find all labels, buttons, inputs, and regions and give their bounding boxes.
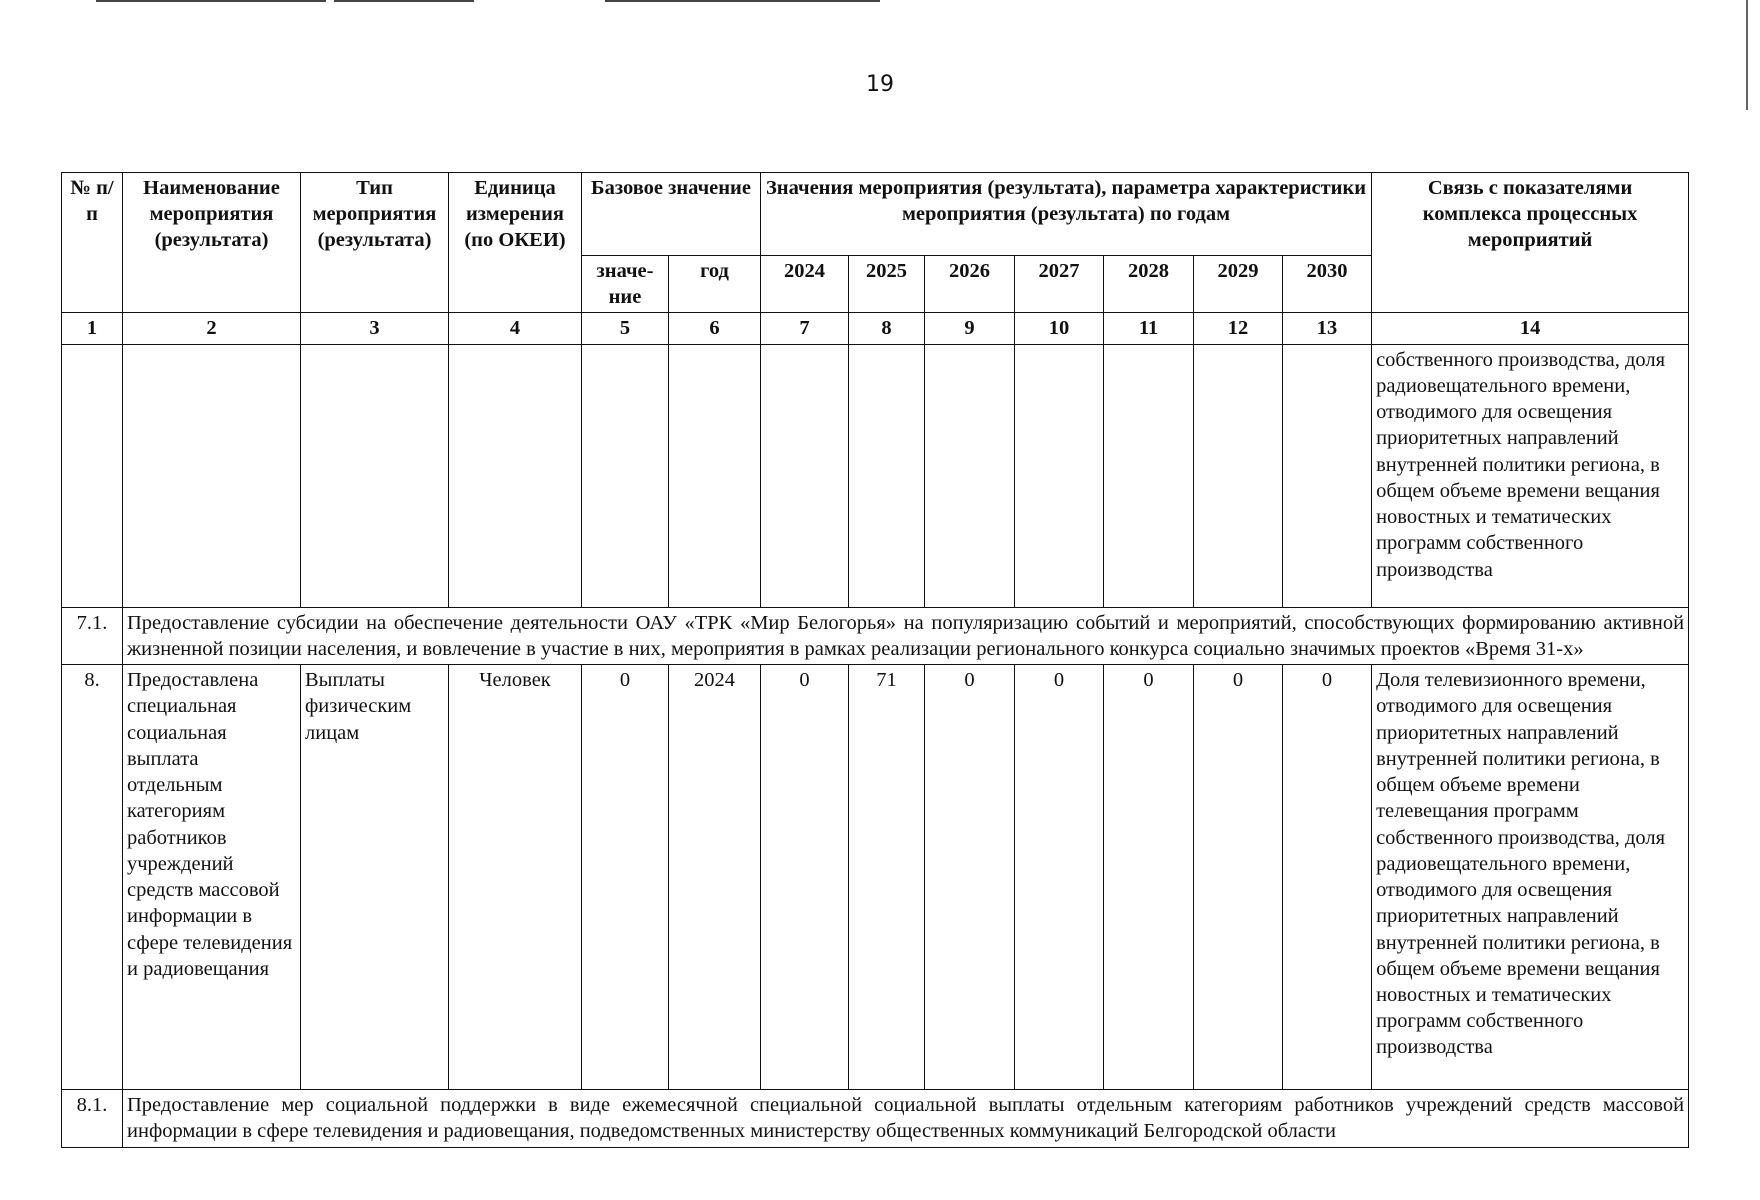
header-year: 2026: [925, 256, 1015, 313]
column-number: 9: [925, 313, 1015, 344]
row-number: 8.: [62, 665, 123, 1090]
empty-cell: [1015, 344, 1104, 607]
scan-edge-line: [96, 0, 326, 2]
empty-cell: [123, 344, 301, 607]
year-value: 0: [1104, 665, 1194, 1090]
column-number-row: [62, 313, 1689, 344]
column-number: 13: [1283, 313, 1372, 344]
column-number: 11: [1104, 313, 1194, 344]
activities-table: [61, 172, 1689, 1148]
scan-edge-line: [334, 0, 474, 2]
column-number: 2: [123, 313, 301, 344]
empty-cell: [669, 344, 761, 607]
header-unit: Единица измерения (по ОКЕИ): [449, 173, 582, 313]
base-year: 2024: [669, 665, 761, 1090]
header-base-year: год: [669, 256, 761, 313]
header-year: 2027: [1015, 256, 1104, 313]
scan-edge-line: [605, 0, 880, 2]
header-type: Тип мероприятия (результата): [301, 173, 449, 313]
header-row: [62, 173, 1689, 256]
indicator-link-continued: собственного производства, доля радиовещательного времени, отводимого для освещения приоритетных направлений внутренней политики региона, в общем объеме времени вещания новостных и тематических программ собственного производства: [1372, 344, 1689, 607]
empty-cell: [1104, 344, 1194, 607]
activity-type: Выплаты физическим лицам: [301, 665, 449, 1090]
header-name: Наименование мероприятия (результата): [123, 173, 301, 313]
empty-cell: [582, 344, 669, 607]
column-number: 7: [761, 313, 849, 344]
column-number: 14: [1372, 313, 1689, 344]
sub-activity-text: Предоставление субсидии на обеспечение деятельности ОАУ «ТРК «Мир Белогорья» на популяризацию событий и мероприятий, способствующих формированию активной жизненной позиции населения, и вовлечение в участие в них, мероприятия в рамках реализации регионального конкурса социально значимых проектов «Время 31-х»: [123, 607, 1689, 664]
unit: Человек: [449, 665, 582, 1090]
header-link: Связь с показателями комплекса процессных мероприятий: [1372, 173, 1689, 313]
empty-cell: [925, 344, 1015, 607]
empty-cell: [849, 344, 925, 607]
year-value: 71: [849, 665, 925, 1090]
scan-edge-mark: [1746, 0, 1752, 110]
header-num: № п/п: [62, 173, 123, 313]
header-year: 2030: [1283, 256, 1372, 313]
header-base-value: значе-ние: [582, 256, 669, 313]
header-year: 2024: [761, 256, 849, 313]
empty-cell: [1194, 344, 1283, 607]
year-value: 0: [1283, 665, 1372, 1090]
year-value: 0: [761, 665, 849, 1090]
header-year: 2025: [849, 256, 925, 313]
page-number: 19: [866, 72, 894, 97]
header-year: 2028: [1104, 256, 1194, 313]
table-row: [62, 665, 1689, 1090]
empty-cell: [1283, 344, 1372, 607]
row-number: 7.1.: [62, 607, 123, 664]
row-number: 8.1.: [62, 1090, 123, 1147]
indicator-link: Доля телевизионного времени, отводимого для освещения приоритетных направлений внутренней политики региона, в общем объеме времени телевещания программ собственного производства, доля радиовещательного времени, отводимого для освещения приоритетных направлений внутренней политики региона, в общем объеме времени вещания новостных и тематических программ собственного производства: [1372, 665, 1689, 1090]
column-number: 3: [301, 313, 449, 344]
header-values: Значения мероприятия (результата), параметра характеристики мероприятия (результата) по годам: [761, 173, 1372, 256]
column-number: 4: [449, 313, 582, 344]
column-number: 12: [1194, 313, 1283, 344]
year-value: 0: [1194, 665, 1283, 1090]
empty-cell: [761, 344, 849, 607]
base-value: 0: [582, 665, 669, 1090]
activity-name: Предоставлена специальная социальная выплата отдельным категориям работников учреждений средств массовой информации в сфере телевидения и радиовещания: [123, 665, 301, 1090]
column-number: 1: [62, 313, 123, 344]
header-base: Базовое значение: [582, 173, 761, 256]
header-year: 2029: [1194, 256, 1283, 313]
table-row: [62, 1090, 1689, 1147]
column-number: 6: [669, 313, 761, 344]
column-number: 8: [849, 313, 925, 344]
table-row: [62, 607, 1689, 664]
column-number: 10: [1015, 313, 1104, 344]
empty-cell: [62, 344, 123, 607]
year-value: 0: [925, 665, 1015, 1090]
table-row: [62, 344, 1689, 607]
empty-cell: [301, 344, 449, 607]
sub-activity-text: Предоставление мер социальной поддержки в виде ежемесячной специальной социальной выплаты отдельным категориям работников учреждений средств массовой информации в сфере телевидения и радиовещания, подведомственных министерству общественных коммуникаций Белгородской области: [123, 1090, 1689, 1147]
year-value: 0: [1015, 665, 1104, 1090]
column-number: 5: [582, 313, 669, 344]
empty-cell: [449, 344, 582, 607]
